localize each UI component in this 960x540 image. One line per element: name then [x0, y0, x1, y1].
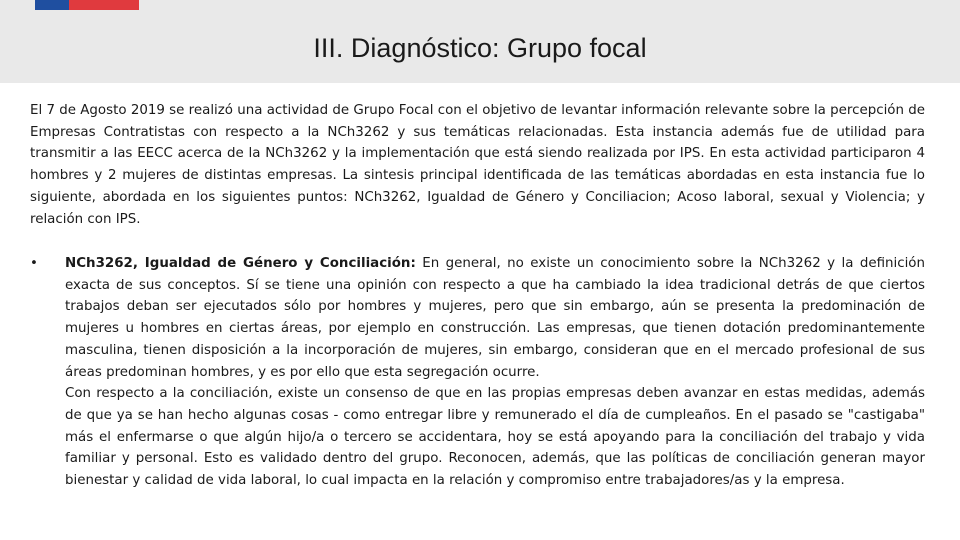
bullet-text-1: En general, no existe un conocimiento sobre la NCh3262 y la definición exacta de sus conceptos. Sí se tiene una opinión con respecto a que ha cambiado la idea tradicional detrás de que ciertos trabajos deban ser ejecutados sólo por hombres y mujeres, pero que sin embargo, aún se presenta la predominación de mujeres u hombres en ciertas áreas, por ejemplo en construcción. Las empresas, que tienen dotación predominantemente masculina, tienen disposición a la incorporación de mujeres, sin embargo, consideran que en el mercado profesional de sus áreas predominan hombres, y es por ello que esta segregación ocurre.: [65, 256, 925, 380]
bullet-paragraph-2: Con respecto a la conciliación, existe un consenso de que en las propias empresas deben avanzar en estas medidas, además de que ya se han hecho algunas cosas - como entregar libre y remunerado el día de cumpleaños. En el pasado se "castigaba" más el enfermarse o que algún hijo/a o tercero se accidentara, hoy se está apoyando para la conciliación del trabajo y vida familiar y personal. Esto es validado dentro del grupo. Reconocen, además, que las políticas de conciliación generan mayor bienestar y calidad de vida laboral, lo cual impacta en la relación y compromiso entre trabajadores/as y la empresa.: [65, 386, 925, 489]
slide-title: III. Diagnóstico: Grupo focal: [313, 33, 647, 63]
intro-paragraph: El 7 de Agosto 2019 se realizó una actividad de Grupo Focal con el objetivo de levantar información relevante sobre la percepción de Empresas Contratistas con respecto a la NCh3262 y sus temáticas relacionadas. Esta instancia además fue de utilidad para transmitir a las EECC acerca de la NCh3262 y la implementación que está siendo realizada por IPS. En esta actividad participaron 4 hombres y 2 mujeres de distintas empresas. La sintesis principal identificada de las temáticas abordadas en esta instancia fue lo siguiente, abordada en los siguientes puntos: NCh3262, Igualdad de Género y Conciliacion; Acoso laboral, sexual y Violencia; y relación con IPS.: [30, 103, 925, 227]
flag-stripe-blue: [35, 0, 69, 10]
bullet-item: [30, 253, 925, 492]
bullet-lead: NCh3262, Igualdad de Género y Conciliación:: [65, 256, 416, 271]
bullet-list: [30, 253, 925, 492]
flag-stripe-red: [69, 0, 139, 10]
bullet-marker: •: [30, 256, 38, 271]
bullet-paragraph-1: [65, 253, 925, 383]
